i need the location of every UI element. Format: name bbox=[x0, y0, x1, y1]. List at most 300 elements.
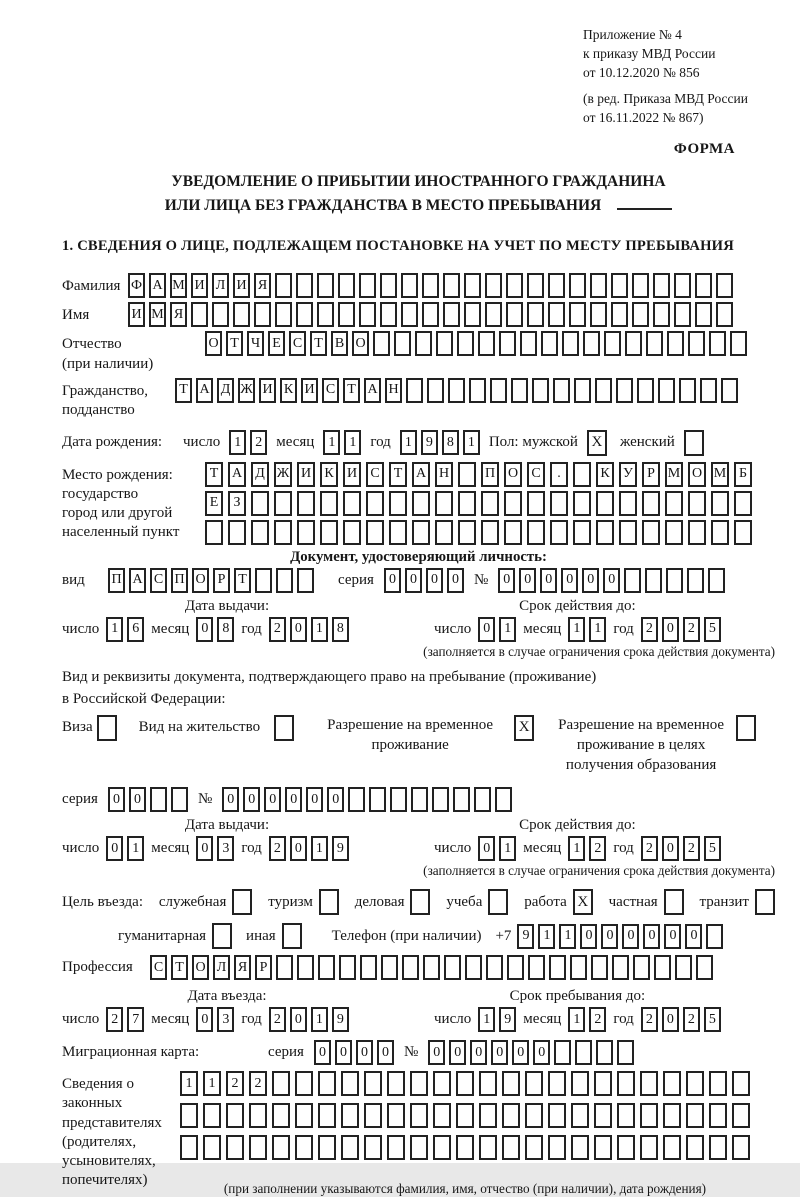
char-cell bbox=[730, 331, 747, 356]
char-cell bbox=[575, 1040, 592, 1065]
residence-doc-intro: Вид и реквизиты документа, подтверждающего право на пребывание (проживание) в Российской Федерации: bbox=[62, 668, 597, 708]
char-cell bbox=[573, 520, 591, 545]
char-cell bbox=[295, 1103, 313, 1128]
char-cell bbox=[275, 302, 292, 327]
char-cell: 5 bbox=[704, 1007, 721, 1032]
char-cell bbox=[604, 331, 621, 356]
char-cell bbox=[272, 1103, 290, 1128]
firstname-cells bbox=[128, 302, 733, 327]
char-cell bbox=[709, 1071, 727, 1096]
patronymic-label: Отчество (при наличии) bbox=[62, 336, 154, 372]
char-cell bbox=[541, 331, 558, 356]
char-cell: 1 bbox=[311, 1007, 328, 1032]
char-cell bbox=[389, 491, 407, 516]
char-cell bbox=[633, 955, 650, 980]
char-cell: О bbox=[688, 462, 706, 487]
char-cell bbox=[611, 273, 628, 298]
char-cell: 1 bbox=[568, 836, 585, 861]
char-cell bbox=[228, 520, 246, 545]
number-label: № bbox=[197, 791, 213, 808]
char-cell bbox=[410, 1103, 428, 1128]
char-cell: Ф bbox=[128, 273, 145, 298]
char-cell bbox=[734, 520, 752, 545]
char-cell: И bbox=[301, 378, 318, 403]
stay-year-cells bbox=[641, 1007, 721, 1032]
char-cell bbox=[653, 273, 670, 298]
char-cell bbox=[679, 378, 696, 403]
char-cell: 1 bbox=[180, 1071, 198, 1096]
char-cell bbox=[422, 273, 439, 298]
series-label: серия bbox=[62, 791, 98, 808]
char-cell: 0 bbox=[512, 1040, 529, 1065]
char-cell: 1 bbox=[311, 836, 328, 861]
char-cell bbox=[203, 1103, 221, 1128]
char-cell bbox=[711, 491, 729, 516]
char-cell: Т bbox=[171, 955, 188, 980]
char-cell: Т bbox=[226, 331, 243, 356]
char-cell bbox=[406, 378, 423, 403]
representatives-cells-block bbox=[180, 1071, 750, 1197]
char-cell bbox=[495, 787, 512, 812]
purpose-checkbox bbox=[282, 923, 302, 949]
char-cell: 0 bbox=[196, 836, 213, 861]
char-cell: 2 bbox=[249, 1071, 267, 1096]
char-cell bbox=[591, 955, 608, 980]
issue-month-cells bbox=[196, 617, 234, 642]
char-cell: 2 bbox=[683, 1007, 700, 1032]
phone-cells bbox=[517, 924, 723, 949]
char-cell bbox=[548, 273, 565, 298]
validity-note: (заполняется в случае ограничения срока действия документа) bbox=[423, 643, 775, 659]
char-cell bbox=[688, 491, 706, 516]
char-cell bbox=[348, 787, 365, 812]
char-cell: Ж bbox=[274, 462, 292, 487]
char-cell bbox=[590, 302, 607, 327]
number-label: № bbox=[403, 1044, 419, 1061]
char-cell bbox=[527, 520, 545, 545]
purpose-humanitarian: гуманитарная bbox=[118, 923, 232, 949]
char-cell bbox=[479, 1135, 497, 1160]
annex-reference bbox=[583, 26, 775, 127]
char-cell: К bbox=[280, 378, 297, 403]
char-cell: 1 bbox=[538, 924, 555, 949]
purpose-other: иная bbox=[246, 923, 302, 949]
char-cell: Я bbox=[254, 273, 271, 298]
char-cell: 0 bbox=[603, 568, 620, 593]
char-cell: Т bbox=[175, 378, 192, 403]
char-cell bbox=[435, 520, 453, 545]
char-cell bbox=[632, 273, 649, 298]
char-cell bbox=[435, 491, 453, 516]
char-cell bbox=[318, 1135, 336, 1160]
char-cell bbox=[338, 273, 355, 298]
char-cell: 0 bbox=[561, 568, 578, 593]
char-cell: 1 bbox=[106, 617, 123, 642]
char-cell: О bbox=[205, 331, 222, 356]
char-cell bbox=[338, 302, 355, 327]
char-cell: 0 bbox=[449, 1040, 466, 1065]
char-cell bbox=[458, 462, 476, 487]
residence-issue-month-cells bbox=[196, 836, 234, 861]
char-cell bbox=[569, 302, 586, 327]
char-cell: 9 bbox=[421, 430, 438, 455]
representatives-cells-row3 bbox=[180, 1135, 750, 1160]
char-cell: 0 bbox=[643, 924, 660, 949]
char-cell: 0 bbox=[582, 568, 599, 593]
char-cell: 9 bbox=[332, 836, 349, 861]
char-cell bbox=[295, 1071, 313, 1096]
char-cell bbox=[226, 1103, 244, 1128]
char-cell bbox=[674, 273, 691, 298]
doc-number-cells bbox=[498, 568, 725, 593]
birth-year-cells bbox=[400, 430, 480, 455]
valid-until-header: Срок действия до: bbox=[519, 597, 636, 614]
char-cell: 3 bbox=[217, 1007, 234, 1032]
purpose-work: работа X bbox=[524, 889, 593, 915]
char-cell: 1 bbox=[499, 617, 516, 642]
char-cell bbox=[640, 1071, 658, 1096]
char-cell: 5 bbox=[704, 617, 721, 642]
char-cell bbox=[525, 1071, 543, 1096]
char-cell bbox=[594, 1135, 612, 1160]
char-cell bbox=[479, 1103, 497, 1128]
char-cell bbox=[387, 1135, 405, 1160]
char-cell: 3 bbox=[217, 836, 234, 861]
char-cell bbox=[642, 520, 660, 545]
char-cell bbox=[422, 302, 439, 327]
citizenship-row bbox=[62, 378, 775, 420]
birthplace-row bbox=[62, 462, 775, 545]
char-cell bbox=[695, 273, 712, 298]
char-cell: 2 bbox=[250, 430, 267, 455]
day-label: число bbox=[183, 434, 221, 451]
char-cell bbox=[401, 302, 418, 327]
char-cell bbox=[390, 787, 407, 812]
form-title-line1: УВЕДОМЛЕНИЕ О ПРИБЫТИИ ИНОСТРАННОГО ГРАЖДАНИНА bbox=[171, 173, 666, 191]
char-cell bbox=[427, 378, 444, 403]
char-cell bbox=[525, 1135, 543, 1160]
sex-male-checkbox: X bbox=[587, 430, 607, 456]
form-title bbox=[62, 170, 775, 218]
char-cell: 0 bbox=[196, 617, 213, 642]
phone-prefix: +7 bbox=[495, 927, 512, 944]
char-cell bbox=[411, 787, 428, 812]
char-cell: 1 bbox=[559, 924, 576, 949]
char-cell bbox=[359, 302, 376, 327]
purpose-checkbox: X bbox=[573, 889, 593, 915]
char-cell bbox=[412, 491, 430, 516]
firstname-row bbox=[62, 302, 775, 327]
purpose-row1 bbox=[62, 889, 775, 915]
char-cell bbox=[318, 1103, 336, 1128]
char-cell bbox=[663, 1103, 681, 1128]
valid-day-cells bbox=[478, 617, 516, 642]
char-cell bbox=[687, 568, 704, 593]
representatives-row bbox=[62, 1071, 775, 1197]
char-cell: Б bbox=[734, 462, 752, 487]
char-cell bbox=[481, 491, 499, 516]
issue-date-group: Дата выдачи: число 1 6 месяц 0 8 год 2 0 1 8 bbox=[62, 598, 392, 642]
surname-label: Фамилия bbox=[62, 278, 121, 295]
migration-card-label: Миграционная карта: bbox=[62, 1044, 200, 1061]
char-cell bbox=[708, 568, 725, 593]
char-cell: О bbox=[352, 331, 369, 356]
char-cell: П bbox=[108, 568, 125, 593]
char-cell bbox=[275, 273, 292, 298]
edition-line: (в ред. Приказа МВД России bbox=[583, 90, 748, 106]
representatives-note: (при заполнении указываются фамилия, имя, отчество (при наличии), дата рождения) bbox=[223, 1181, 707, 1197]
sex-male-label: Пол: мужской bbox=[488, 434, 578, 451]
char-cell: Р bbox=[213, 568, 230, 593]
char-cell bbox=[709, 1135, 727, 1160]
char-cell: 2 bbox=[589, 1007, 606, 1032]
residence-doc-series-row bbox=[62, 787, 775, 812]
char-cell: 0 bbox=[601, 924, 618, 949]
char-cell bbox=[474, 787, 491, 812]
char-cell: Т bbox=[389, 462, 407, 487]
char-cell bbox=[716, 302, 733, 327]
char-cell bbox=[433, 1135, 451, 1160]
birthplace-cells-row2 bbox=[205, 491, 752, 516]
char-cell bbox=[571, 1135, 589, 1160]
char-cell bbox=[478, 331, 495, 356]
char-cell bbox=[364, 1103, 382, 1128]
visa-checkbox bbox=[97, 715, 117, 741]
title-blank-line bbox=[617, 208, 672, 210]
purpose-transit: транзит bbox=[700, 889, 775, 915]
char-cell: 0 bbox=[106, 836, 123, 861]
char-cell bbox=[464, 273, 481, 298]
migration-series-cells bbox=[314, 1040, 394, 1065]
char-cell: 2 bbox=[683, 836, 700, 861]
char-cell: Т bbox=[310, 331, 327, 356]
char-cell bbox=[594, 1071, 612, 1096]
char-cell bbox=[410, 1071, 428, 1096]
char-cell bbox=[617, 1135, 635, 1160]
char-cell: 9 bbox=[332, 1007, 349, 1032]
char-cell bbox=[366, 520, 384, 545]
char-cell: 0 bbox=[377, 1040, 394, 1065]
char-cell bbox=[272, 1071, 290, 1096]
char-cell bbox=[481, 520, 499, 545]
char-cell bbox=[666, 568, 683, 593]
char-cell bbox=[616, 378, 633, 403]
char-cell: К bbox=[596, 462, 614, 487]
doc-kind-label: вид bbox=[62, 571, 85, 588]
year-label: год bbox=[370, 434, 391, 451]
birthplace-cells-block bbox=[205, 462, 752, 545]
purpose-checkbox bbox=[319, 889, 339, 915]
char-cell: П bbox=[171, 568, 188, 593]
temp-residence-education-checkbox bbox=[736, 715, 756, 741]
char-cell bbox=[619, 491, 637, 516]
char-cell bbox=[364, 1135, 382, 1160]
char-cell: 0 bbox=[478, 617, 495, 642]
char-cell bbox=[595, 378, 612, 403]
char-cell bbox=[443, 273, 460, 298]
char-cell: А bbox=[149, 273, 166, 298]
residence-doc-dates bbox=[62, 817, 775, 861]
profession-row bbox=[62, 955, 775, 980]
char-cell bbox=[732, 1071, 750, 1096]
entry-dates bbox=[62, 988, 775, 1032]
char-cell: 9 bbox=[499, 1007, 516, 1032]
birth-day-cells bbox=[229, 430, 267, 455]
char-cell bbox=[506, 302, 523, 327]
char-cell bbox=[320, 520, 338, 545]
char-cell bbox=[318, 955, 335, 980]
char-cell bbox=[458, 520, 476, 545]
sex-female-checkbox bbox=[684, 430, 704, 456]
char-cell bbox=[359, 273, 376, 298]
char-cell bbox=[339, 955, 356, 980]
char-cell: 0 bbox=[290, 1007, 307, 1032]
representatives-cells-row2 bbox=[180, 1103, 750, 1128]
char-cell bbox=[570, 955, 587, 980]
char-cell: А bbox=[412, 462, 430, 487]
char-cell: М bbox=[170, 273, 187, 298]
char-cell bbox=[665, 520, 683, 545]
char-cell: 0 bbox=[314, 1040, 331, 1065]
char-cell: О bbox=[192, 955, 209, 980]
profession-cells bbox=[150, 955, 713, 980]
char-cell bbox=[732, 1135, 750, 1160]
char-cell: 1 bbox=[203, 1071, 221, 1096]
char-cell bbox=[469, 378, 486, 403]
char-cell: Т bbox=[234, 568, 251, 593]
char-cell bbox=[366, 491, 384, 516]
char-cell: 0 bbox=[662, 836, 679, 861]
char-cell bbox=[274, 520, 292, 545]
entry-date-header: Дата въезда: bbox=[187, 988, 267, 1005]
char-cell bbox=[180, 1135, 198, 1160]
char-cell: С bbox=[527, 462, 545, 487]
char-cell: М bbox=[665, 462, 683, 487]
char-cell bbox=[686, 1135, 704, 1160]
char-cell bbox=[360, 955, 377, 980]
residence-valid-day-cells bbox=[478, 836, 516, 861]
char-cell bbox=[596, 520, 614, 545]
char-cell bbox=[688, 331, 705, 356]
char-cell bbox=[706, 924, 723, 949]
firstname-label: Имя bbox=[62, 307, 90, 324]
char-cell bbox=[663, 1071, 681, 1096]
valid-year-cells bbox=[641, 617, 721, 642]
char-cell bbox=[548, 1135, 566, 1160]
char-cell: 0 bbox=[498, 568, 515, 593]
identity-doc-dates bbox=[62, 598, 775, 642]
char-cell bbox=[295, 1135, 313, 1160]
temp-residence-education-label: Разрешение на временное проживание в целях получения образования bbox=[558, 716, 725, 774]
surname-row bbox=[62, 273, 775, 298]
char-cell bbox=[297, 955, 314, 980]
char-cell bbox=[716, 273, 733, 298]
char-cell bbox=[612, 955, 629, 980]
char-cell: С bbox=[150, 955, 167, 980]
char-cell: 7 bbox=[127, 1007, 144, 1032]
char-cell bbox=[569, 273, 586, 298]
char-cell: И bbox=[259, 378, 276, 403]
char-cell bbox=[674, 302, 691, 327]
citizenship-label: Гражданство, подданство bbox=[62, 382, 149, 418]
char-cell: 0 bbox=[664, 924, 681, 949]
series-label: серия bbox=[268, 1044, 304, 1061]
char-cell: 0 bbox=[285, 787, 302, 812]
char-cell bbox=[251, 520, 269, 545]
char-cell: 0 bbox=[662, 1007, 679, 1032]
identity-doc-header: Документ, удостоверяющий личность: bbox=[290, 548, 547, 565]
char-cell bbox=[550, 491, 568, 516]
char-cell bbox=[550, 520, 568, 545]
char-cell bbox=[402, 955, 419, 980]
char-cell: 0 bbox=[290, 617, 307, 642]
char-cell bbox=[485, 302, 502, 327]
char-cell bbox=[507, 955, 524, 980]
char-cell: 1 bbox=[589, 617, 606, 642]
char-cell bbox=[624, 568, 641, 593]
char-cell bbox=[387, 1071, 405, 1096]
char-cell bbox=[180, 1103, 198, 1128]
char-cell: Т bbox=[343, 378, 360, 403]
surname-cells bbox=[128, 273, 733, 298]
char-cell bbox=[410, 1135, 428, 1160]
char-cell: Т bbox=[205, 462, 223, 487]
residence-series-cells bbox=[108, 787, 188, 812]
char-cell: 9 bbox=[517, 924, 534, 949]
char-cell bbox=[527, 491, 545, 516]
purpose-business-official: служебная bbox=[159, 889, 253, 915]
char-cell bbox=[465, 955, 482, 980]
char-cell bbox=[504, 491, 522, 516]
char-cell bbox=[527, 302, 544, 327]
char-cell: Н bbox=[385, 378, 402, 403]
char-cell bbox=[171, 787, 188, 812]
patronymic-cells bbox=[205, 331, 747, 356]
residence-issue-year-cells bbox=[269, 836, 349, 861]
validity-note: (заполняется в случае ограничения срока действия документа) bbox=[423, 863, 775, 879]
purpose-checkbox bbox=[410, 889, 430, 915]
valid-until-group: Срок действия до: число 0 1 месяц 1 2 год 2 0 2 5 bbox=[434, 817, 721, 861]
char-cell: М bbox=[149, 302, 166, 327]
char-cell bbox=[233, 302, 250, 327]
phone-field bbox=[495, 924, 723, 949]
char-cell bbox=[571, 1071, 589, 1096]
char-cell: 0 bbox=[196, 1007, 213, 1032]
char-cell: 0 bbox=[622, 924, 639, 949]
char-cell: И bbox=[233, 273, 250, 298]
char-cell bbox=[443, 302, 460, 327]
stay-day-cells bbox=[478, 1007, 516, 1032]
char-cell bbox=[486, 955, 503, 980]
purpose-study: учеба bbox=[446, 889, 508, 915]
char-cell: Д bbox=[217, 378, 234, 403]
char-cell: 2 bbox=[641, 617, 658, 642]
issue-year-cells bbox=[269, 617, 349, 642]
char-cell: 0 bbox=[447, 568, 464, 593]
char-cell: О bbox=[192, 568, 209, 593]
residence-valid-year-cells bbox=[641, 836, 721, 861]
char-cell bbox=[423, 955, 440, 980]
char-cell: А bbox=[196, 378, 213, 403]
char-cell: 0 bbox=[580, 924, 597, 949]
char-cell bbox=[373, 331, 390, 356]
migration-card-row bbox=[62, 1040, 775, 1065]
char-cell bbox=[695, 302, 712, 327]
char-cell bbox=[632, 302, 649, 327]
stay-until-header: Срок пребывания до: bbox=[509, 988, 646, 1005]
char-cell: 0 bbox=[290, 836, 307, 861]
stay-until-group: Срок пребывания до: число 1 9 месяц 1 2 год 2 0 2 5 bbox=[434, 988, 721, 1032]
